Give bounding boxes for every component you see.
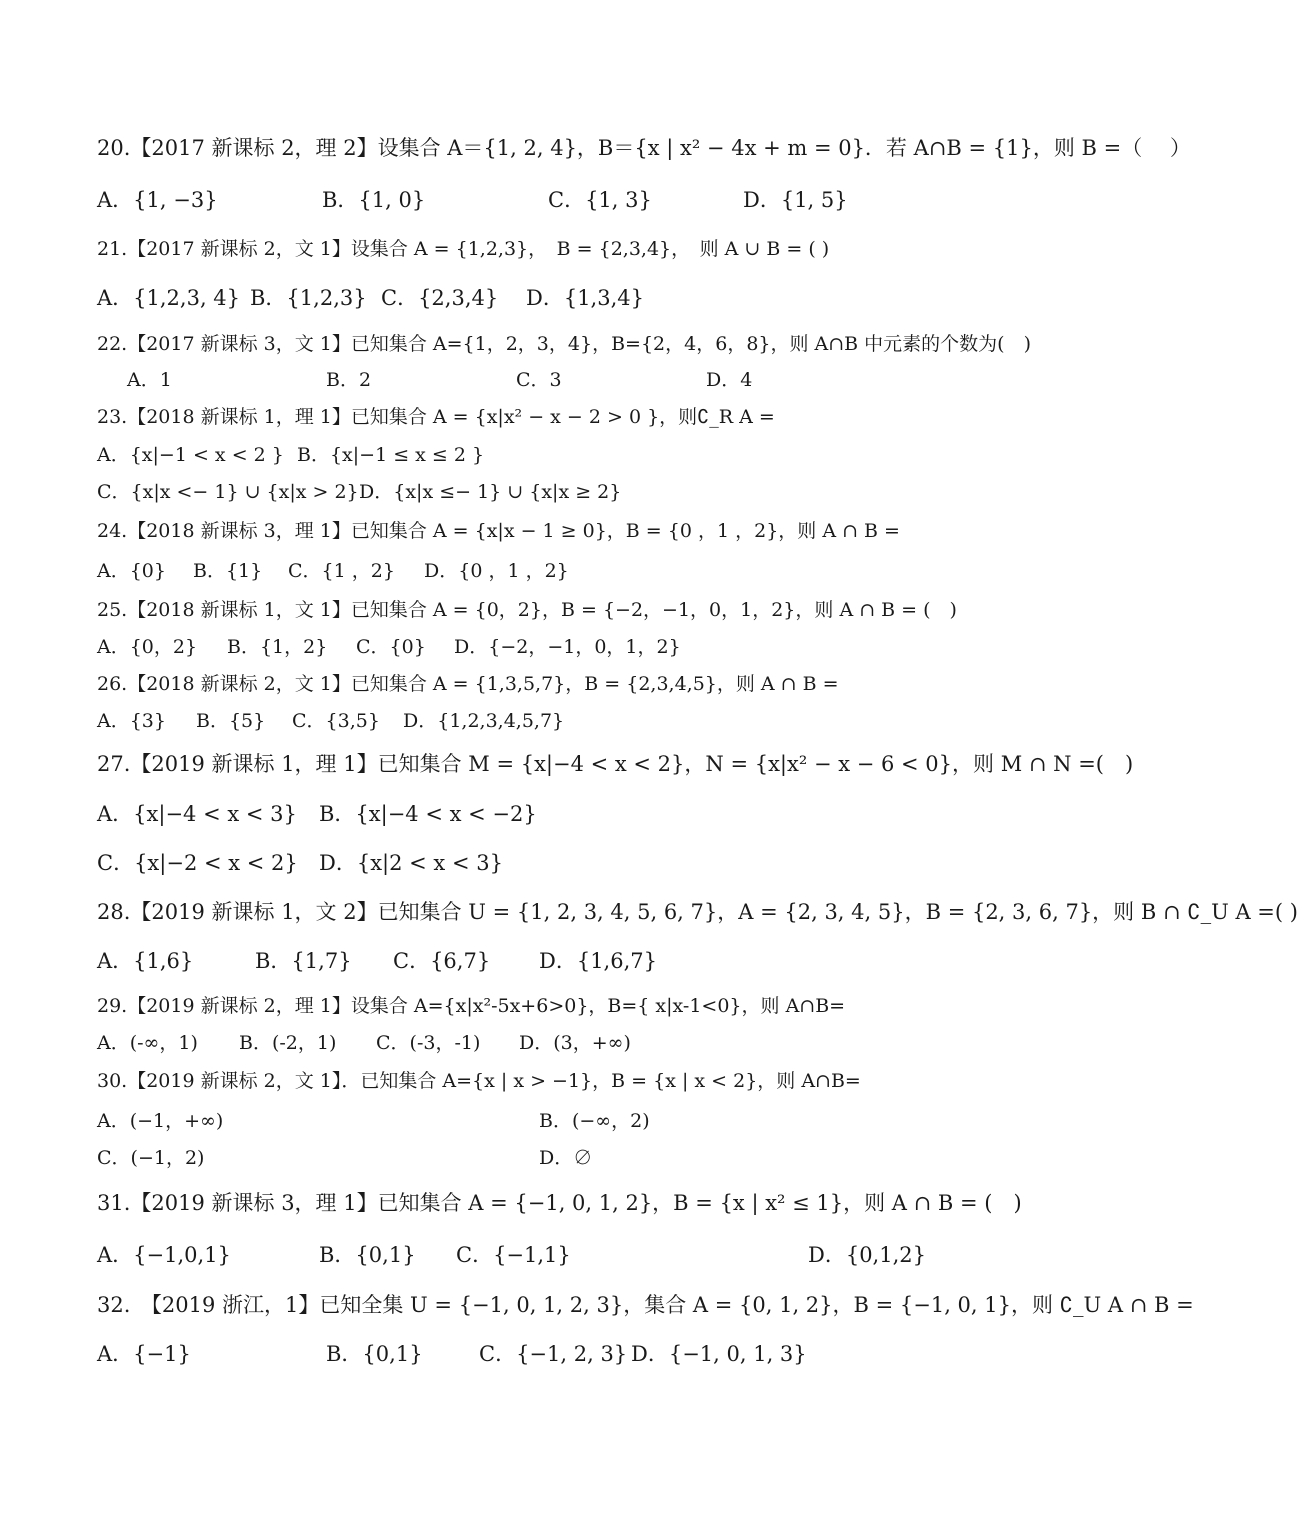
option-c: C．{1, 3} (548, 188, 652, 212)
option-a: A．{1,6} (97, 949, 194, 973)
option-c: C．{−1, 2, 3} (479, 1342, 628, 1366)
option-a: A．(-∞，1) (97, 1032, 198, 1054)
question-stem: 27.【2019 新课标 1，理 1】已知集合 M = {x|−4 < x < 2}，N = {x|x² − x − 6 < 0}，则 M ∩ N =( ) (97, 752, 1134, 776)
question-stem: 25.【2018 新课标 1，文 1】已知集合 A = {0，2}，B = {−2，−1，0，1，2}，则 A ∩ B = ( ) (97, 599, 957, 621)
option-d: D．(3，+∞) (519, 1032, 631, 1054)
option-d: D．{−2，−1，0，1，2} (454, 636, 681, 658)
question-stem: 23.【2018 新课标 1，理 1】已知集合 A = {x|x² − x − 2 > 0 }，则∁_R A = (97, 406, 775, 428)
option-c: C．{2,3,4} (381, 286, 499, 310)
option-d: D．{1, 5} (743, 188, 848, 212)
option-a: A．{x|−4 < x < 3} (97, 802, 297, 826)
option-c: C．{3,5} (292, 710, 380, 732)
question-stem: 26.【2018 新课标 2，文 1】已知集合 A = {1,3,5,7}，B = {2,3,4,5}，则 A ∩ B = (97, 673, 839, 695)
option-a: A．(−1，+∞) (97, 1110, 224, 1132)
question-stem: 20.【2017 新课标 2，理 2】设集合 A＝{1, 2, 4}，B＝{x | x² − 4x + m = 0}．若 A∩B = {1}，则 B =（ ） (97, 136, 1191, 160)
question-stem: 28.【2019 新课标 1，文 2】已知集合 U = {1, 2, 3, 4, 5, 6, 7}，A = {2, 3, 4, 5}，B = {2, 3, 6, 7}，则 B ∩ ∁_U A =( ) (97, 900, 1298, 924)
question-stem: 29.【2019 新课标 2，理 1】设集合 A={x|x²-5x+6>0}，B={ x|x-1<0}，则 A∩B= (97, 995, 846, 1017)
option-c: C．{x|x <− 1} ∪ {x|x > 2} (97, 481, 359, 503)
option-d: D．{0 ，1 ，2} (424, 560, 569, 582)
question-stem: 30.【2019 新课标 2，文 1】．已知集合 A={x | x > −1}，B = {x | x < 2}，则 A∩B= (97, 1070, 861, 1092)
question-stem: 32. 【2019 浙江，1】已知全集 U = {−1, 0, 1, 2, 3}，集合 A = {0, 1, 2}，B = {−1, 0, 1}，则 ∁_U A ∩ B = (97, 1293, 1194, 1317)
option-a: A．{1, −3} (97, 188, 218, 212)
option-b: B．{1，2} (227, 636, 328, 658)
question-stem: 31.【2019 新课标 3，理 1】已知集合 A = {−1, 0, 1, 2}，B = {x | x² ≤ 1}，则 A ∩ B = ( ) (97, 1191, 1022, 1215)
option-d: D．{x|x ≤− 1} ∪ {x|x ≥ 2} (359, 481, 622, 503)
question-stem: 21.【2017 新课标 2，文 1】设集合 A = {1,2,3}， B = {2,3,4}， 则 A ∪ B = ( ) (97, 238, 830, 260)
option-b: B．{x|−4 < x < −2} (319, 802, 537, 826)
option-c: C．{−1,1} (456, 1243, 571, 1267)
option-d: D．{0,1,2} (808, 1243, 926, 1267)
option-c: C．{x|−2 < x < 2} (97, 851, 298, 875)
option-c: C．(-3，-1) (376, 1032, 481, 1054)
option-a: A．{x|−1 < x < 2 } (97, 444, 284, 466)
option-d: D．{−1, 0, 1, 3} (631, 1342, 807, 1366)
option-b: B．{1} (193, 560, 263, 582)
option-b: B．{0,1} (319, 1243, 416, 1267)
option-b: B．{1, 0} (322, 188, 426, 212)
option-a: A．1 (127, 369, 172, 391)
option-a: A．{0，2} (97, 636, 198, 658)
option-a: A．{1,2,3, 4} (97, 286, 241, 310)
option-b: B．2 (326, 369, 372, 391)
option-a: A．{0} (97, 560, 166, 582)
option-b: B．{1,7} (255, 949, 352, 973)
option-b: B．{5} (196, 710, 266, 732)
option-a: A．{3} (97, 710, 166, 732)
option-d: D．{1,3,4} (526, 286, 644, 310)
option-c: C．{6,7} (393, 949, 491, 973)
option-a: A．{−1} (97, 1342, 191, 1366)
option-d: D．{1,2,3,4,5,7} (403, 710, 565, 732)
option-b: B．{0,1} (326, 1342, 423, 1366)
option-c: C．(−1，2) (97, 1147, 205, 1169)
option-c: C．{0} (356, 636, 426, 658)
option-b: B．(−∞，2) (539, 1110, 650, 1132)
option-d: D．{x|2 < x < 3} (319, 851, 503, 875)
question-stem: 22.【2017 新课标 3，文 1】已知集合 A={1，2，3，4}，B={2，4，6，8}，则 A∩B 中元素的个数为( ) (97, 333, 1031, 355)
question-stem: 24.【2018 新课标 3，理 1】已知集合 A = {x|x − 1 ≥ 0}，B = {0 ，1 ，2}，则 A ∩ B = (97, 520, 900, 542)
option-a: A．{−1,0,1} (97, 1243, 231, 1267)
option-b: B．{x|−1 ≤ x ≤ 2 } (297, 444, 485, 466)
option-c: C．3 (516, 369, 562, 391)
option-c: C．{1 ，2} (288, 560, 395, 582)
option-b: B．(-2，1) (239, 1032, 337, 1054)
option-b: B．{1,2,3} (250, 286, 367, 310)
option-d: D．4 (706, 369, 753, 391)
option-d: D．{1,6,7} (539, 949, 657, 973)
option-d: D．∅ (539, 1147, 593, 1169)
